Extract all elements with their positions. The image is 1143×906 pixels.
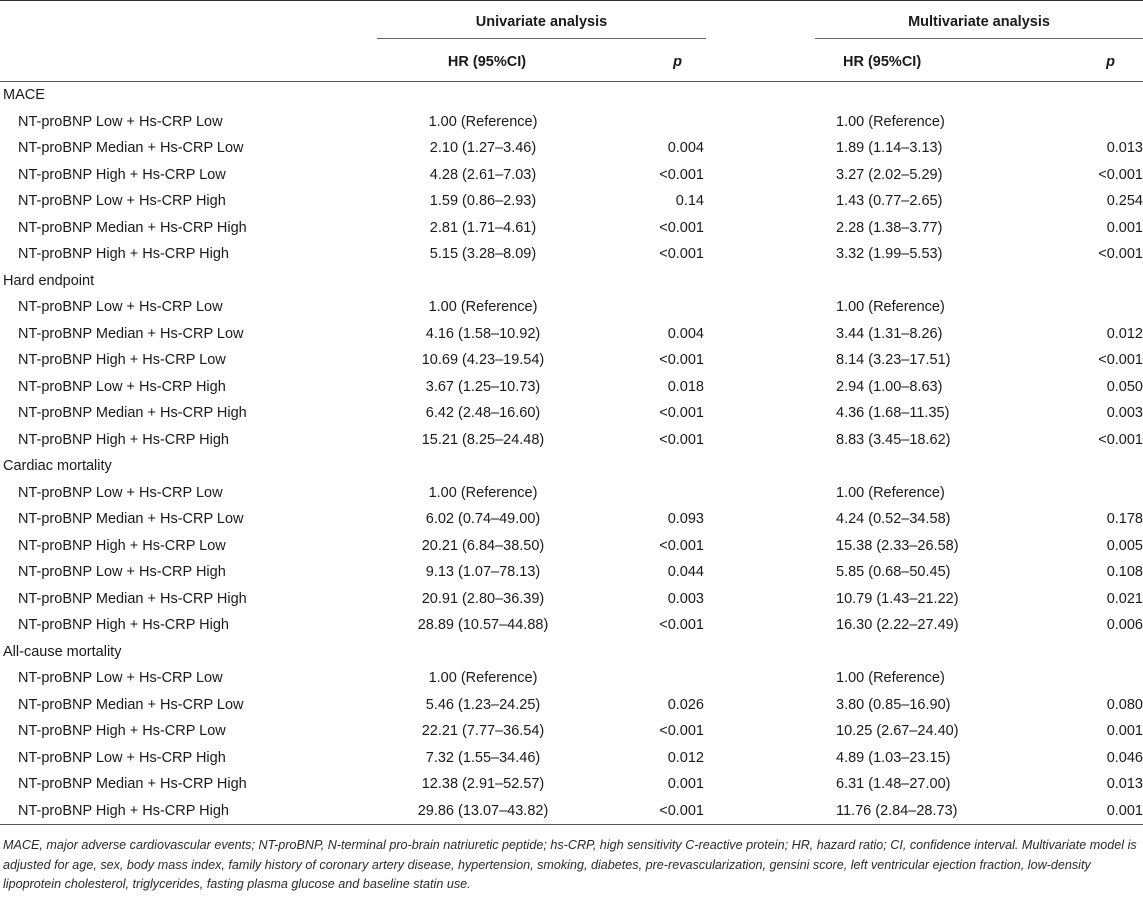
univariate-p-cell: <0.001 [659, 723, 704, 740]
multivariate-p-cell: 0.050 [1106, 378, 1143, 395]
spacer-cell [706, 480, 819, 507]
spacer-cell [706, 321, 819, 348]
multivariate-header-label: Multivariate analysis [815, 14, 1143, 39]
spacer-cell [706, 665, 819, 692]
header-row-columns [0, 43, 1143, 82]
row-label: NT-proBNP High + Hs-CRP High [18, 802, 229, 819]
multivariate-p-cell [1069, 480, 1143, 507]
row-label: NT-proBNP Low + Hs-CRP High [18, 564, 226, 581]
univariate-hr-cell: 1.00 (Reference) [428, 484, 538, 501]
univariate-hr-cell: 29.86 (13.07–43.82) [417, 802, 549, 819]
multivariate-hr-cell: 4.89 (1.03–23.15) [836, 749, 951, 766]
multivariate-hr-cell: 2.28 (1.38–3.77) [836, 219, 943, 236]
row-label: NT-proBNP Median + Hs-CRP Low [18, 511, 244, 528]
multivariate-hr-cell: 6.31 (1.48–27.00) [836, 776, 951, 793]
row-label: NT-proBNP High + Hs-CRP Low [18, 537, 226, 554]
univariate-p-cell: <0.001 [659, 405, 704, 422]
univariate-p-cell: <0.001 [659, 246, 704, 263]
row-label: NT-proBNP Median + Hs-CRP High [18, 776, 247, 793]
spacer-cell [706, 374, 819, 401]
table-footnote: MACE, major adverse cardiovascular events; NT-proBNP, N-terminal pro-brain natriuretic peptide; hs-CRP, high sensitivity C-reactive protein; HR, hazard ratio; CI, confidence interval. Multivariate model is adjusted for age, sex, body mass index, family history of coronary artery disease, hypertension, smoking, diabetes, pre-revascularization, gensini score, left ventricular ejection fraction, low-density lipoprotein cholesterol, triglycerides, fasting plasma glucose and baseline statin use. [3, 838, 1137, 891]
univariate-p-cell: 0.012 [667, 749, 704, 766]
univariate-p-cell [629, 109, 706, 136]
row-label: NT-proBNP High + Hs-CRP High [18, 246, 229, 263]
univariate-p-header: p [673, 54, 682, 70]
spacer-cell [706, 612, 819, 639]
multivariate-p-cell: 0.013 [1106, 140, 1143, 157]
row-label: NT-proBNP High + Hs-CRP High [18, 431, 229, 448]
table-row [0, 427, 1143, 454]
multivariate-hr-cell: 3.32 (1.99–5.53) [836, 246, 943, 263]
spacer-cell [706, 215, 819, 242]
multivariate-p-cell [1069, 294, 1143, 321]
univariate-hr-cell: 1.00 (Reference) [428, 670, 538, 687]
row-label: NT-proBNP Median + Hs-CRP Low [18, 140, 244, 157]
multivariate-hr-header: HR (95%CI) [843, 54, 922, 70]
table-row [0, 109, 1143, 136]
multivariate-hr-cell: 8.14 (3.23–17.51) [836, 352, 951, 369]
multivariate-hr-cell: 3.80 (0.85–16.90) [836, 696, 951, 713]
multivariate-hr-cell: 3.27 (2.02–5.29) [836, 166, 943, 183]
table-row [0, 771, 1143, 798]
spacer-cell [706, 692, 819, 719]
row-label: NT-proBNP Median + Hs-CRP Low [18, 696, 244, 713]
section-title: All-cause mortality [3, 643, 122, 660]
multivariate-p-cell [1069, 109, 1143, 136]
univariate-hr-cell: 3.67 (1.25–10.73) [425, 378, 541, 395]
multivariate-hr-cell: 1.00 (Reference) [836, 113, 945, 130]
univariate-hr-header: HR (95%CI) [447, 54, 527, 70]
table-row [0, 241, 1143, 268]
multivariate-p-cell: 0.001 [1106, 219, 1143, 236]
multivariate-p-cell: 0.001 [1106, 723, 1143, 740]
multivariate-hr-cell: 16.30 (2.22–27.49) [836, 617, 959, 634]
univariate-p-cell: <0.001 [659, 352, 704, 369]
univariate-p-cell: <0.001 [659, 431, 704, 448]
univariate-hr-cell: 22.21 (7.77–36.54) [421, 723, 545, 740]
section-row [0, 82, 1143, 109]
row-label: NT-proBNP Low + Hs-CRP Low [18, 113, 223, 130]
spacer-cell [706, 427, 819, 454]
section-title: MACE [3, 87, 45, 104]
univariate-header [365, 1, 706, 43]
table-row [0, 215, 1143, 242]
univariate-hr-cell: 9.13 (1.07–78.13) [425, 564, 541, 581]
univariate-header-label: Univariate analysis [377, 14, 706, 39]
spacer-cell [706, 347, 819, 374]
spacer-cell [706, 109, 819, 136]
univariate-p-cell: 0.044 [667, 564, 704, 581]
univariate-p-cell: 0.003 [667, 590, 704, 607]
header-row-groups [0, 1, 1143, 43]
multivariate-p-cell: 0.021 [1106, 590, 1143, 607]
multivariate-p-cell: 0.178 [1106, 511, 1143, 528]
multivariate-p-cell: <0.001 [1098, 352, 1143, 369]
table-row [0, 400, 1143, 427]
section-row [0, 453, 1143, 480]
multivariate-hr-cell: 5.85 (0.68–50.45) [836, 564, 951, 581]
row-label: NT-proBNP Low + Hs-CRP High [18, 193, 226, 210]
spacer-cell [706, 771, 819, 798]
univariate-hr-cell: 20.91 (2.80–36.39) [421, 590, 545, 607]
row-label: NT-proBNP Median + Hs-CRP High [18, 219, 247, 236]
multivariate-hr-cell: 4.24 (0.52–34.58) [836, 511, 951, 528]
table-row [0, 135, 1143, 162]
multivariate-p-cell: 0.046 [1106, 749, 1143, 766]
univariate-p-cell: 0.018 [667, 378, 704, 395]
spacer-cell [706, 718, 819, 745]
multivariate-p-cell: <0.001 [1098, 431, 1143, 448]
section-title: Hard endpoint [3, 272, 95, 289]
multivariate-hr-cell: 15.38 (2.33–26.58) [836, 537, 959, 554]
multivariate-hr-cell: 2.94 (1.00–8.63) [836, 378, 943, 395]
univariate-hr-cell: 6.02 (0.74–49.00) [425, 511, 541, 528]
spacer-cell [706, 162, 819, 189]
table-row [0, 745, 1143, 772]
univariate-p-cell: 0.004 [667, 325, 704, 342]
univariate-hr-cell: 20.21 (6.84–38.50) [421, 537, 545, 554]
row-label: NT-proBNP High + Hs-CRP High [18, 617, 229, 634]
univariate-hr-cell: 4.16 (1.58–10.92) [425, 325, 541, 342]
univariate-hr-cell: 4.28 (2.61–7.03) [429, 166, 537, 183]
univariate-hr-cell: 5.46 (1.23–24.25) [425, 696, 541, 713]
table-row [0, 321, 1143, 348]
table-row [0, 559, 1143, 586]
row-label: NT-proBNP Low + Hs-CRP Low [18, 299, 223, 316]
univariate-p-cell: <0.001 [659, 802, 704, 819]
table-row [0, 347, 1143, 374]
multivariate-hr-cell: 1.00 (Reference) [836, 484, 945, 501]
univariate-p-cell [629, 294, 706, 321]
section-row [0, 639, 1143, 666]
spacer-cell [706, 294, 819, 321]
univariate-p-cell: 0.14 [675, 193, 704, 210]
table-row [0, 480, 1143, 507]
section-title: Cardiac mortality [3, 458, 112, 475]
multivariate-p-cell: 0.012 [1106, 325, 1143, 342]
row-label: NT-proBNP Median + Hs-CRP Low [18, 325, 244, 342]
row-label: NT-proBNP High + Hs-CRP Low [18, 352, 226, 369]
multivariate-p-cell: <0.001 [1098, 246, 1143, 263]
multivariate-hr-cell: 11.76 (2.84–28.73) [836, 802, 958, 819]
multivariate-hr-cell: 4.36 (1.68–11.35) [836, 405, 950, 422]
table-row [0, 506, 1143, 533]
multivariate-p-cell: 0.001 [1106, 802, 1143, 819]
univariate-hr-cell: 7.32 (1.55–34.46) [425, 749, 541, 766]
table-row [0, 294, 1143, 321]
multivariate-hr-cell: 1.00 (Reference) [836, 299, 945, 316]
spacer-cell [706, 135, 819, 162]
multivariate-p-cell: 0.013 [1106, 776, 1143, 793]
univariate-p-cell [629, 665, 706, 692]
univariate-p-cell: <0.001 [659, 537, 704, 554]
univariate-hr-cell: 1.59 (0.86–2.93) [429, 193, 537, 210]
multivariate-p-cell: 0.006 [1106, 617, 1143, 634]
spacer-cell [706, 188, 819, 215]
table-row [0, 798, 1143, 825]
univariate-hr-cell: 5.15 (3.28–8.09) [429, 246, 537, 263]
table-row [0, 533, 1143, 560]
multivariate-p-cell [1069, 665, 1143, 692]
multivariate-p-cell: 0.003 [1106, 405, 1143, 422]
multivariate-hr-cell: 10.79 (1.43–21.22) [836, 590, 959, 607]
spacer-cell [706, 506, 819, 533]
spacer-cell [706, 745, 819, 772]
row-label: NT-proBNP Median + Hs-CRP High [18, 590, 247, 607]
multivariate-p-header: p [1106, 54, 1115, 70]
table-row [0, 188, 1143, 215]
row-label: NT-proBNP Median + Hs-CRP High [18, 405, 247, 422]
multivariate-header [819, 1, 1143, 43]
univariate-p-cell [629, 480, 706, 507]
row-label: NT-proBNP Low + Hs-CRP Low [18, 484, 223, 501]
multivariate-hr-cell: 10.25 (2.67–24.40) [836, 723, 959, 740]
multivariate-hr-cell: 1.00 (Reference) [836, 670, 945, 687]
univariate-p-cell: <0.001 [659, 219, 704, 236]
table-row [0, 665, 1143, 692]
row-label: NT-proBNP Low + Hs-CRP High [18, 749, 226, 766]
multivariate-hr-cell: 1.43 (0.77–2.65) [836, 193, 943, 210]
univariate-p-cell: 0.026 [667, 696, 704, 713]
univariate-p-cell: 0.001 [667, 776, 704, 793]
row-label: NT-proBNP Low + Hs-CRP Low [18, 670, 223, 687]
multivariate-p-cell: 0.080 [1106, 696, 1143, 713]
table-row [0, 162, 1143, 189]
table-row [0, 692, 1143, 719]
multivariate-p-cell: 0.108 [1106, 564, 1143, 581]
univariate-p-cell: 0.004 [667, 140, 704, 157]
univariate-p-cell: <0.001 [659, 617, 704, 634]
univariate-hr-cell: 6.42 (2.48–16.60) [425, 405, 541, 422]
univariate-hr-cell: 28.89 (10.57–44.88) [417, 617, 549, 634]
spacer-cell [706, 798, 819, 825]
spacer-cell [706, 559, 819, 586]
bottom-rule [0, 825, 1143, 826]
univariate-hr-cell: 2.81 (1.71–4.61) [429, 219, 537, 236]
table-row [0, 718, 1143, 745]
spacer-cell [706, 533, 819, 560]
table-row [0, 586, 1143, 613]
table-row [0, 374, 1143, 401]
table-row [0, 612, 1143, 639]
spacer-cell [706, 241, 819, 268]
row-label: NT-proBNP Low + Hs-CRP High [18, 378, 226, 395]
univariate-hr-cell: 15.21 (8.25–24.48) [421, 431, 545, 448]
row-label: NT-proBNP High + Hs-CRP Low [18, 166, 226, 183]
multivariate-p-cell: 0.005 [1106, 537, 1143, 554]
section-row [0, 268, 1143, 295]
univariate-p-cell: <0.001 [659, 166, 704, 183]
multivariate-p-cell: <0.001 [1098, 166, 1143, 183]
univariate-hr-cell: 12.38 (2.91–52.57) [421, 776, 545, 793]
multivariate-hr-cell: 8.83 (3.45–18.62) [836, 431, 951, 448]
multivariate-hr-cell: 1.89 (1.14–3.13) [836, 140, 943, 157]
multivariate-hr-cell: 3.44 (1.31–8.26) [836, 325, 943, 342]
row-label: NT-proBNP High + Hs-CRP Low [18, 723, 226, 740]
univariate-hr-cell: 1.00 (Reference) [428, 299, 538, 316]
univariate-p-cell: 0.093 [667, 511, 704, 528]
univariate-hr-cell: 1.00 (Reference) [428, 113, 538, 130]
spacer-cell [706, 586, 819, 613]
spacer-cell [706, 400, 819, 427]
univariate-hr-cell: 10.69 (4.23–19.54) [421, 352, 545, 369]
univariate-hr-cell: 2.10 (1.27–3.46) [429, 140, 537, 157]
multivariate-p-cell: 0.254 [1106, 193, 1143, 210]
